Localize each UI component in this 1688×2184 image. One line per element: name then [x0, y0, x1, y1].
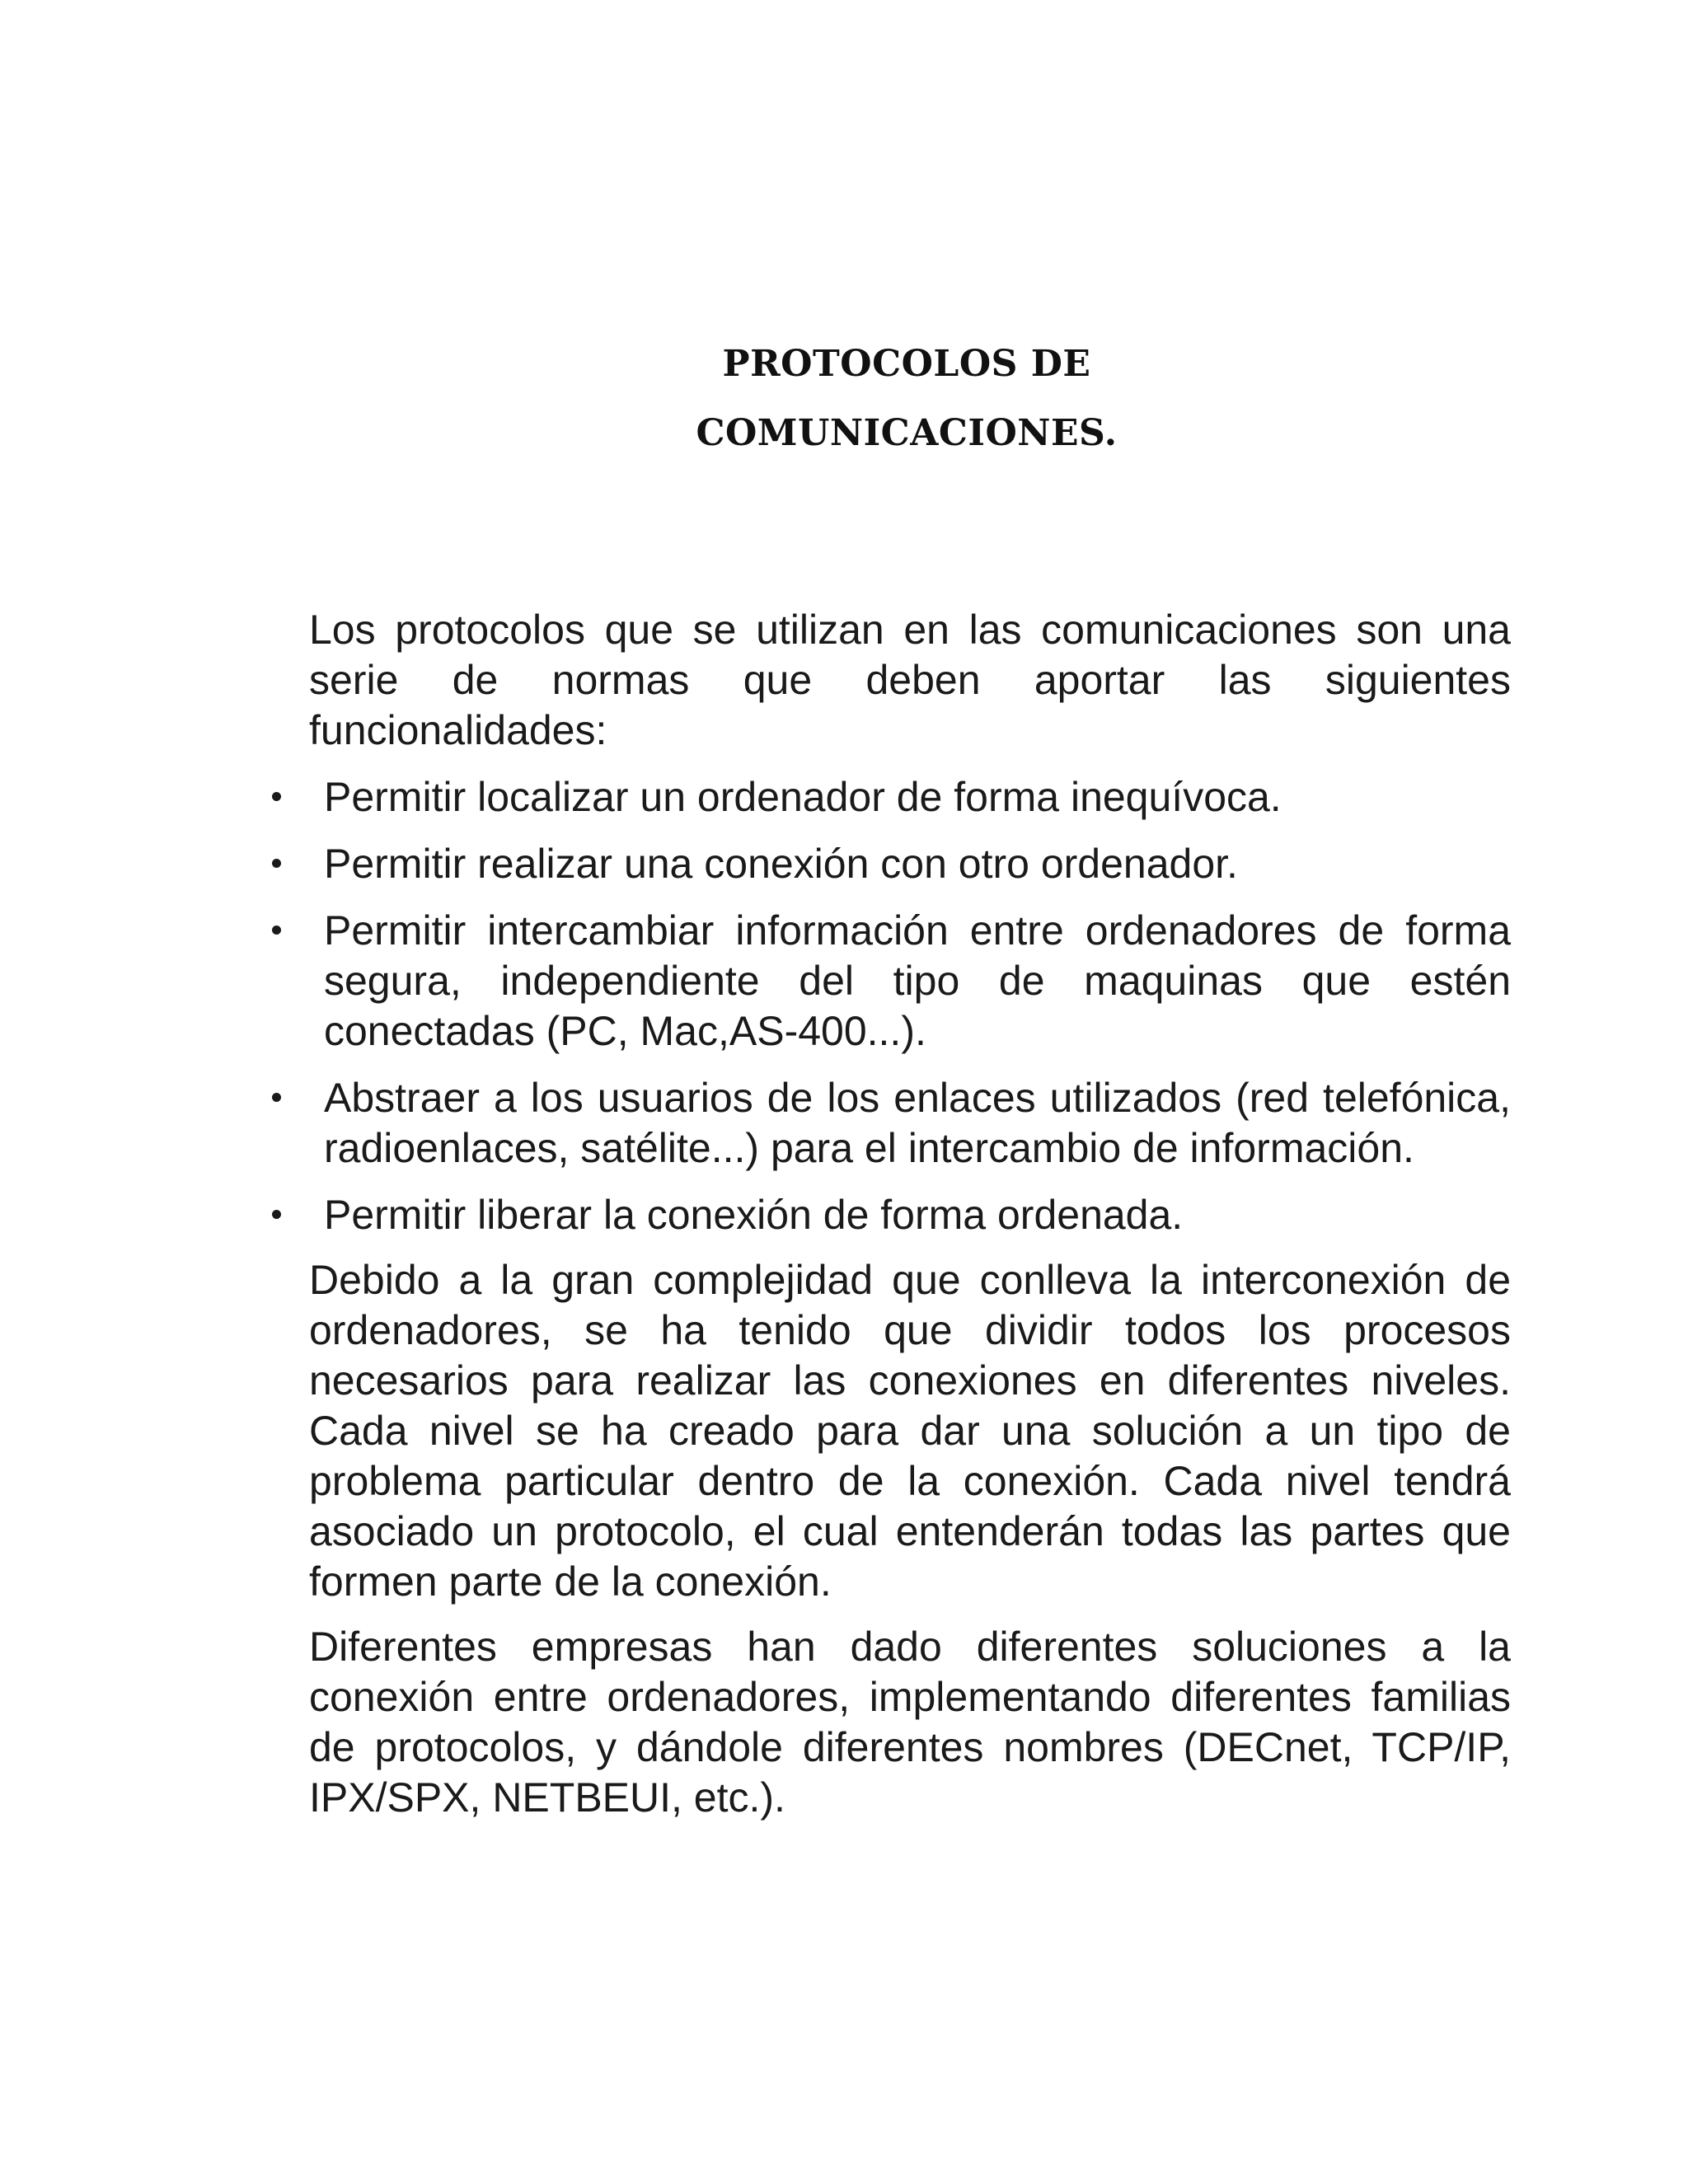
bullet-icon [272, 1093, 281, 1102]
title-line-2: COMUNICACIONES. [696, 412, 1118, 454]
list-item-text: Permitir intercambiar información entre ordenadores de forma segura, independiente del tipo de maquinas que estén conectadas (PC, Mac,AS-400...). [324, 907, 1511, 1054]
list-item-text: Permitir liberar la conexión de forma ordenada. [324, 1192, 1184, 1238]
document-body [309, 605, 1511, 1823]
body-paragraph-companies: Diferentes empresas han dado diferentes soluciones a la conexión entre ordenadores, implementando diferentes familias de protocolos, y dándole diferentes nombres (DECnet, TCP/IP, IPX/SPX, NETBEUI, etc.). [309, 1624, 1511, 1821]
body-paragraph-levels: Debido a la gran complejidad que conlleva la interconexión de ordenadores, se ha tenido que dividir todos los procesos necesarios para realizar las conexiones en diferentes niveles. Cada nivel se ha creado para dar una solución a un tipo de problema particular dentro de la conexión. Cada nivel tendrá asociado un protocolo, el cual entenderán todas las partes que formen parte de la conexión. [309, 1257, 1511, 1605]
bullet-icon [272, 859, 281, 868]
list-item [309, 906, 1511, 1057]
list-item [309, 772, 1511, 823]
functionality-list [309, 772, 1511, 1240]
bullet-icon [272, 926, 281, 935]
document-title [577, 330, 1236, 468]
list-item-text: Permitir realizar una conexión con otro ordenador. [324, 841, 1238, 887]
list-item-text: Permitir localizar un ordenador de forma inequívoca. [324, 774, 1282, 820]
list-item-text: Abstraer a los usuarios de los enlaces utilizados (red telefónica, radioenlaces, satélite...) para el intercambio de información. [324, 1075, 1511, 1171]
list-item [309, 839, 1511, 889]
list-item [309, 1190, 1511, 1240]
intro-paragraph: Los protocolos que se utilizan en las comunicaciones son una serie de normas que deben aportar las siguientes funcionalidades: [309, 607, 1511, 753]
bullet-icon [272, 792, 281, 801]
bullet-icon [272, 1210, 281, 1219]
list-item [309, 1073, 1511, 1174]
title-line-1: PROTOCOLOS DE [722, 343, 1091, 385]
